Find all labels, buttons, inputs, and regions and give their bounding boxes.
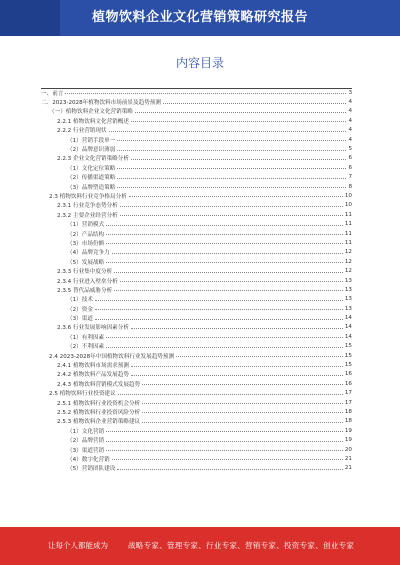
toc-leader-dots bbox=[117, 187, 346, 188]
toc-entry[interactable] bbox=[41, 210, 352, 219]
toc-entry-page: 13 bbox=[344, 277, 352, 284]
toc-entry[interactable] bbox=[41, 173, 352, 182]
toc-leader-dots bbox=[135, 112, 347, 113]
toc-entry-page: 6 bbox=[348, 155, 352, 162]
toc-entry-page: 4 bbox=[348, 127, 352, 134]
toc-leader-dots bbox=[131, 121, 346, 122]
toc-entry[interactable] bbox=[41, 276, 352, 285]
toc-entry[interactable] bbox=[41, 342, 352, 351]
toc-entry[interactable] bbox=[41, 163, 352, 172]
toc-entry[interactable] bbox=[41, 464, 352, 473]
toc-entry-label: 2.4.2 植物饮料产品发展趋势 bbox=[57, 372, 129, 379]
toc-leader-dots bbox=[106, 431, 343, 432]
toc-leader-dots bbox=[106, 441, 343, 442]
toc-leader-dots bbox=[131, 159, 346, 160]
toc-entry[interactable] bbox=[41, 332, 352, 341]
toc-entry-page: 5 bbox=[348, 146, 352, 153]
toc-entry[interactable] bbox=[41, 154, 352, 163]
toc-leader-dots bbox=[117, 178, 346, 179]
toc-entry[interactable] bbox=[41, 88, 352, 97]
toc-entry-page: 4 bbox=[348, 117, 352, 124]
toc-entry-page: 8 bbox=[348, 183, 352, 190]
toc-leader-dots bbox=[117, 469, 343, 470]
toc-entry-label: （3）渠道 bbox=[67, 316, 93, 323]
toc-leader-dots bbox=[142, 422, 343, 423]
toc-entry[interactable] bbox=[41, 313, 352, 322]
toc-entry[interactable] bbox=[41, 323, 352, 332]
toc-entry[interactable] bbox=[41, 266, 352, 275]
toc-entry[interactable] bbox=[41, 97, 352, 106]
toc-entry-label: （3）市场份额 bbox=[67, 240, 105, 247]
toc-entry-page: 3 bbox=[348, 89, 352, 96]
toc-entry-page: 13 bbox=[344, 305, 352, 312]
toc-entry[interactable] bbox=[41, 126, 352, 135]
toc-entry-page: 16 bbox=[344, 380, 352, 387]
report-title: 植物饮料企业文化营销策略研究报告 bbox=[91, 10, 308, 25]
table-of-contents bbox=[41, 88, 352, 473]
toc-entry-page: 12 bbox=[344, 249, 352, 256]
toc-leader-dots bbox=[112, 459, 343, 460]
toc-entry[interactable] bbox=[41, 144, 352, 153]
toc-entry-page: 18 bbox=[344, 408, 352, 415]
toc-leader-dots bbox=[176, 356, 343, 357]
toc-entry[interactable] bbox=[41, 370, 352, 379]
toc-entry[interactable] bbox=[41, 389, 352, 398]
toc-entry-page: 14 bbox=[344, 333, 352, 340]
toc-entry-label: 2.4 2023-2028年中国植物饮料行业发展趋势预测 bbox=[49, 353, 175, 360]
toc-entry-page: 15 bbox=[344, 352, 352, 359]
toc-entry-label: （1）文化定位策略 bbox=[67, 165, 116, 172]
toc-entry[interactable] bbox=[41, 417, 352, 426]
toc-entry-label: 2.2.3 企业文化营销策略分析 bbox=[57, 156, 129, 163]
toc-entry-label: 2.4.1 植物饮料市场需求预测 bbox=[57, 363, 129, 370]
toc-entry-page: 15 bbox=[344, 362, 352, 369]
toc-entry-page: 4 bbox=[348, 136, 352, 143]
toc-entry[interactable] bbox=[41, 201, 352, 210]
toc-entry-label: 2.5.3 植物饮料企业营销策略建议 bbox=[57, 419, 141, 426]
toc-entry-page: 11 bbox=[344, 211, 352, 218]
toc-leader-dots bbox=[131, 375, 343, 376]
toc-entry-label: （2）产品结构 bbox=[67, 231, 105, 238]
toc-leader-dots bbox=[106, 225, 343, 226]
toc-entry[interactable] bbox=[41, 229, 352, 238]
toc-entry-page: 12 bbox=[344, 258, 352, 265]
toc-entry-page: 19 bbox=[344, 437, 352, 444]
toc-entry[interactable] bbox=[41, 135, 352, 144]
toc-entry-label: 2.5 植物饮料行业投资建议 bbox=[49, 391, 116, 398]
toc-leader-dots bbox=[106, 347, 343, 348]
toc-entry-label: （4）品牌竞争力 bbox=[67, 250, 110, 257]
toc-entry[interactable] bbox=[41, 435, 352, 444]
toc-entry-label: 一、前言 bbox=[41, 90, 64, 97]
toc-entry[interactable] bbox=[41, 285, 352, 294]
toc-entry[interactable] bbox=[41, 454, 352, 463]
toc-entry-page: 17 bbox=[344, 390, 352, 397]
toc-leader-dots bbox=[117, 140, 346, 141]
toc-leader-dots bbox=[142, 384, 343, 385]
toc-entry-page: 13 bbox=[344, 286, 352, 293]
toc-entry-page: 12 bbox=[344, 268, 352, 275]
toc-entry[interactable] bbox=[41, 191, 352, 200]
footer-banner bbox=[0, 527, 400, 565]
toc-entry-page: 20 bbox=[344, 446, 352, 453]
toc-entry-label: （2）不利因素 bbox=[67, 344, 105, 351]
toc-entry-page: 21 bbox=[344, 465, 352, 472]
toc-entry-page: 4 bbox=[348, 108, 352, 115]
toc-leader-dots bbox=[117, 150, 346, 151]
toc-leader-dots bbox=[131, 328, 343, 329]
toc-entry-label: （1）文化营销 bbox=[67, 428, 105, 435]
toc-entry[interactable] bbox=[41, 116, 352, 125]
toc-entry-label: （1）营销模式 bbox=[67, 222, 105, 229]
toc-entry-label: 2.3.5 替代品威胁分析 bbox=[57, 287, 113, 294]
toc-entry[interactable] bbox=[41, 219, 352, 228]
toc-leader-dots bbox=[114, 272, 343, 273]
toc-leader-dots bbox=[118, 394, 343, 395]
toc-entry-label: 2.3.4 行业进入壁垒分析 bbox=[57, 278, 118, 285]
toc-entry-label: （一）植物饮料企业文化营销策略 bbox=[49, 109, 133, 116]
toc-entry-label: 2.2.2 行业营销现状 bbox=[57, 128, 107, 135]
toc-entry-label: （5）营销团队建设 bbox=[67, 466, 116, 473]
toc-entry-label: （2）品牌营销 bbox=[67, 438, 105, 445]
toc-leader-dots bbox=[114, 290, 343, 291]
toc-entry-label: 2.3.3 行业集中度分析 bbox=[57, 269, 113, 276]
toc-entry[interactable] bbox=[41, 445, 352, 454]
toc-leader-dots bbox=[65, 93, 346, 94]
toc-entry[interactable] bbox=[41, 257, 352, 266]
toc-entry-page: 11 bbox=[344, 239, 352, 246]
toc-entry[interactable] bbox=[41, 304, 352, 313]
toc-entry-label: （4）数字化营销 bbox=[67, 456, 110, 463]
toc-leader-dots bbox=[95, 319, 343, 320]
toc-leader-dots bbox=[142, 412, 343, 413]
toc-entry-label: 2.3.6 行业发展影响因素分析 bbox=[57, 325, 129, 332]
toc-entry-page: 7 bbox=[348, 174, 352, 181]
toc-leader-dots bbox=[106, 450, 343, 451]
toc-leader-dots bbox=[120, 206, 343, 207]
toc-entry-page: 10 bbox=[344, 192, 352, 199]
toc-entry[interactable] bbox=[41, 426, 352, 435]
toc-entry[interactable] bbox=[41, 182, 352, 191]
toc-leader-dots bbox=[163, 103, 346, 104]
toc-entry-page: 14 bbox=[344, 315, 352, 322]
toc-leader-dots bbox=[106, 262, 343, 263]
toc-leader-dots bbox=[95, 300, 343, 301]
toc-entry-label: （3）品牌塑造策略 bbox=[67, 184, 116, 191]
toc-leader-dots bbox=[112, 253, 343, 254]
toc-leader-dots bbox=[120, 281, 343, 282]
report-header bbox=[0, 0, 400, 36]
toc-leader-dots bbox=[95, 309, 343, 310]
toc-entry-label: 2.3.2 主要企业经营分析 bbox=[57, 212, 118, 219]
toc-entry-label: （3）渠道营销 bbox=[67, 447, 105, 454]
toc-entry-label: （2）品牌意识薄弱 bbox=[67, 147, 116, 154]
toc-entry-label: （1）技术 bbox=[67, 297, 93, 304]
toc-entry-label: 二、2023-2028年植物饮料市场前景及趋势预测 bbox=[41, 100, 161, 107]
toc-leader-dots bbox=[142, 403, 343, 404]
toc-leader-dots bbox=[106, 234, 343, 235]
toc-entry-label: （1）有利因素 bbox=[67, 334, 105, 341]
toc-entry-page: 18 bbox=[344, 418, 352, 425]
toc-entry-page: 15 bbox=[344, 343, 352, 350]
toc-heading: 内容目录 bbox=[175, 56, 224, 70]
toc-entry-page: 17 bbox=[344, 399, 352, 406]
toc-leader-dots bbox=[131, 366, 343, 367]
toc-entry-label: 2.3 植物饮料行业竞争格局分析 bbox=[49, 193, 127, 200]
toc-entry[interactable] bbox=[41, 407, 352, 416]
toc-entry-label: 2.5.2 植物饮料行业投资风险分析 bbox=[57, 409, 141, 416]
toc-entry[interactable] bbox=[41, 238, 352, 247]
footer-roles: 战略专家、管理专家、行业专家、营销专家、投资专家、创业专家 bbox=[128, 541, 355, 550]
toc-entry-label: 2.4.3 植物饮料营销模式发展趋势 bbox=[57, 381, 141, 388]
toc-entry-page: 21 bbox=[344, 455, 352, 462]
toc-entry-page: 13 bbox=[344, 296, 352, 303]
toc-entry[interactable] bbox=[41, 295, 352, 304]
toc-leader-dots bbox=[117, 168, 346, 169]
toc-entry-label: （5）发展战略 bbox=[67, 259, 105, 266]
toc-entry-page: 4 bbox=[348, 99, 352, 106]
toc-entry-page: 16 bbox=[344, 371, 352, 378]
toc-entry[interactable] bbox=[41, 398, 352, 407]
toc-entry-page: 6 bbox=[348, 164, 352, 171]
toc-entry-label: 2.5.1 植物饮料行业投资机会分析 bbox=[57, 400, 141, 407]
toc-entry-label: 2.2.1 植物饮料文化营销概述 bbox=[57, 118, 129, 125]
toc-entry-label: （2）传播渠道策略 bbox=[67, 175, 116, 182]
toc-leader-dots bbox=[120, 215, 343, 216]
toc-entry-page: 11 bbox=[344, 221, 352, 228]
toc-entry-page: 19 bbox=[344, 427, 352, 434]
toc-leader-dots bbox=[129, 196, 343, 197]
toc-entry[interactable] bbox=[41, 248, 352, 257]
toc-leader-dots bbox=[106, 243, 343, 244]
toc-entry-page: 11 bbox=[344, 230, 352, 237]
toc-entry-label: （1）营销手段单一 bbox=[67, 137, 116, 144]
toc-entry[interactable] bbox=[41, 379, 352, 388]
toc-entry-label: （2）资金 bbox=[67, 306, 93, 313]
footer-slogan: 让每个人都能成为 bbox=[48, 541, 108, 550]
toc-entry-page: 14 bbox=[344, 324, 352, 331]
toc-leader-dots bbox=[109, 131, 347, 132]
toc-entry-page: 10 bbox=[344, 202, 352, 209]
toc-entry[interactable] bbox=[41, 107, 352, 116]
toc-entry[interactable] bbox=[41, 351, 352, 360]
toc-entry-label: 2.3.1 行业竞争态势分析 bbox=[57, 203, 118, 210]
toc-entry[interactable] bbox=[41, 360, 352, 369]
toc-leader-dots bbox=[106, 337, 343, 338]
